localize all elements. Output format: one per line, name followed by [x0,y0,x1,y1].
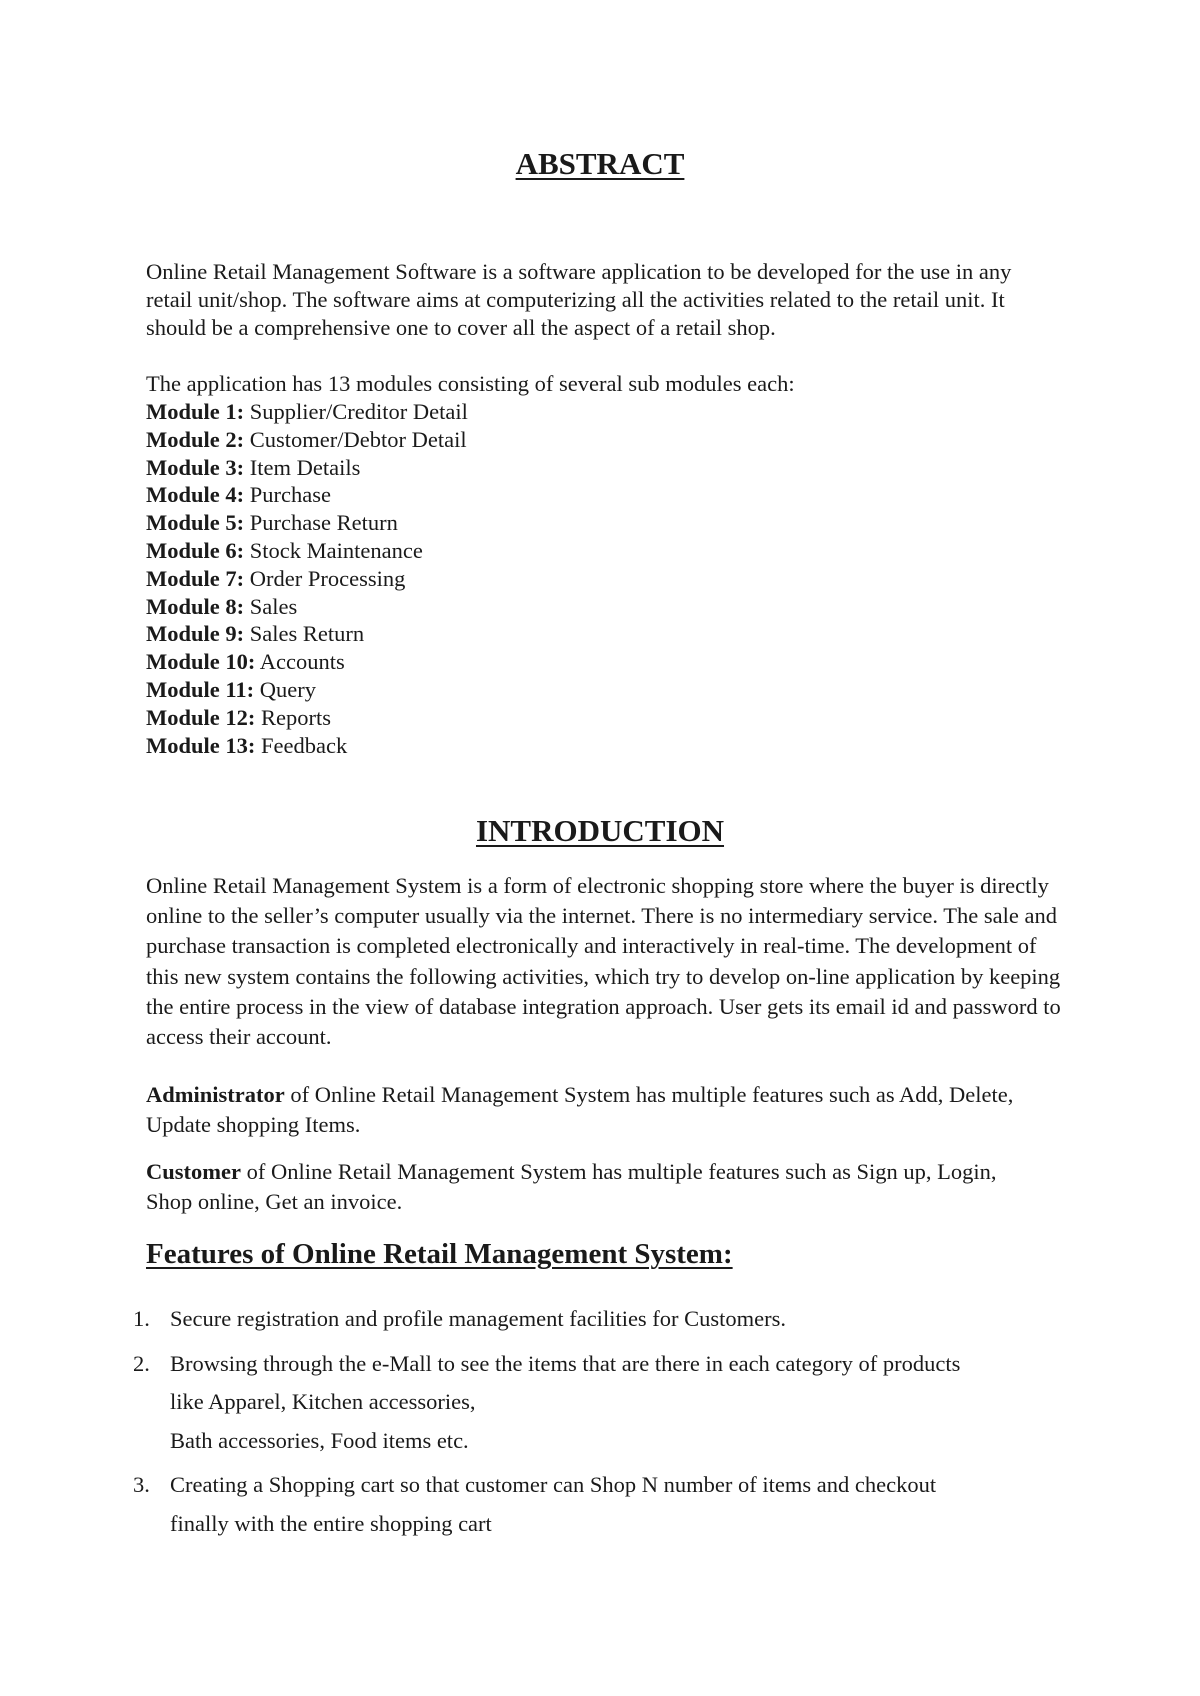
module-name: Supplier/Creditor Detail [244,399,468,424]
list-item-number: 2. [133,1350,150,1376]
list-item [146,704,468,732]
list-item-text: Browsing through the e-Mall to see the items that are there in each category of products [170,1350,961,1376]
module-name: Sales [244,593,298,619]
administrator-text: of Online Retail Management System has multiple features such as Add, Delete, Update shopping Items. [146,1082,1014,1137]
list-item-number: 3. [133,1472,150,1497]
list-item [133,1345,1046,1461]
module-name: Customer/Debtor Detail [244,426,467,452]
module-name: Feedback [255,732,348,758]
list-item [133,1300,1046,1339]
module-name: Query [254,676,316,702]
list-item [146,620,468,648]
list-item [146,732,468,760]
administrator-paragraph [146,1080,1046,1140]
list-item-text: Secure registration and profile management facilities for Customers. [170,1306,787,1331]
module-name: Sales Return [244,621,365,647]
module-list [146,398,468,759]
module-name: Item Details [244,454,361,480]
list-item [146,565,468,593]
module-label: Module 13: [146,732,256,758]
customer-label: Customer [146,1159,241,1184]
list-item [146,454,468,482]
list-item [146,593,468,621]
list-item-text: finally with the entire shopping cart [170,1510,492,1536]
list-item [146,426,468,454]
list-item-number: 1. [133,1306,150,1331]
module-label: Module 8: [146,593,245,619]
list-item-text: like Apparel, Kitchen accessories, [170,1389,476,1414]
customer-text: of Online Retail Management System has multiple features such as Sign up, Login, Shop online, Get an invoice. [146,1159,997,1214]
module-label: Module 11: [146,676,255,702]
module-label: Module 3: [146,454,245,480]
list-item [146,509,468,537]
module-label: Module 6: [146,537,245,563]
module-label: Module 9: [146,621,245,647]
list-item [146,648,468,676]
features-heading: Features of Online Retail Management System: [146,1238,733,1270]
module-name: Reports [255,704,331,730]
list-item [146,676,468,704]
module-label: Module 7: [146,565,245,591]
module-label: Module 1: [146,399,245,424]
introduction-paragraph: Online Retail Management System is a form of electronic shopping store where the buyer is directly online to the seller’s computer usually via the internet. There is no intermediary service. The sale and purchase transaction is completed electronically and interactively in real-time. The development of this new system contains the following activities, which try to develop on-line application by keeping the entire process in the view of database integration approach. User gets its email id and password to access their account. [146,873,1061,1050]
module-label: Module 12: [146,704,256,730]
list-item [146,398,468,426]
abstract-paragraph: Online Retail Management Software is a software application to be developed for the use in any retail unit/shop. The software aims at computerizing all the activities related to the retail unit. It should be a comprehensive one to cover all the aspect of a retail shop. [146,259,1012,340]
list-item-text: Bath accessories, Food items etc. [170,1427,469,1453]
list-item [133,1466,1046,1543]
modules-intro-text: The application has 13 modules consisting of several sub modules each: [146,371,795,396]
module-label: Module 10: [146,649,256,675]
features-list [133,1300,1046,1549]
module-name: Stock Maintenance [244,537,423,563]
module-label: Module 5: [146,510,245,536]
list-item [146,481,468,509]
list-item-text: Creating a Shopping cart so that customer can Shop N number of items and checkout [170,1472,937,1497]
module-name: Accounts [255,649,345,675]
module-label: Module 2: [146,426,245,452]
module-name: Order Processing [244,565,406,591]
module-name: Purchase Return [244,510,398,536]
module-name: Purchase [244,482,331,508]
abstract-heading: ABSTRACT [515,146,685,181]
introduction-heading: INTRODUCTION [475,813,725,848]
customer-paragraph [146,1157,1046,1217]
list-item [146,537,468,565]
administrator-label: Administrator [146,1082,285,1107]
module-label: Module 4: [146,482,245,508]
